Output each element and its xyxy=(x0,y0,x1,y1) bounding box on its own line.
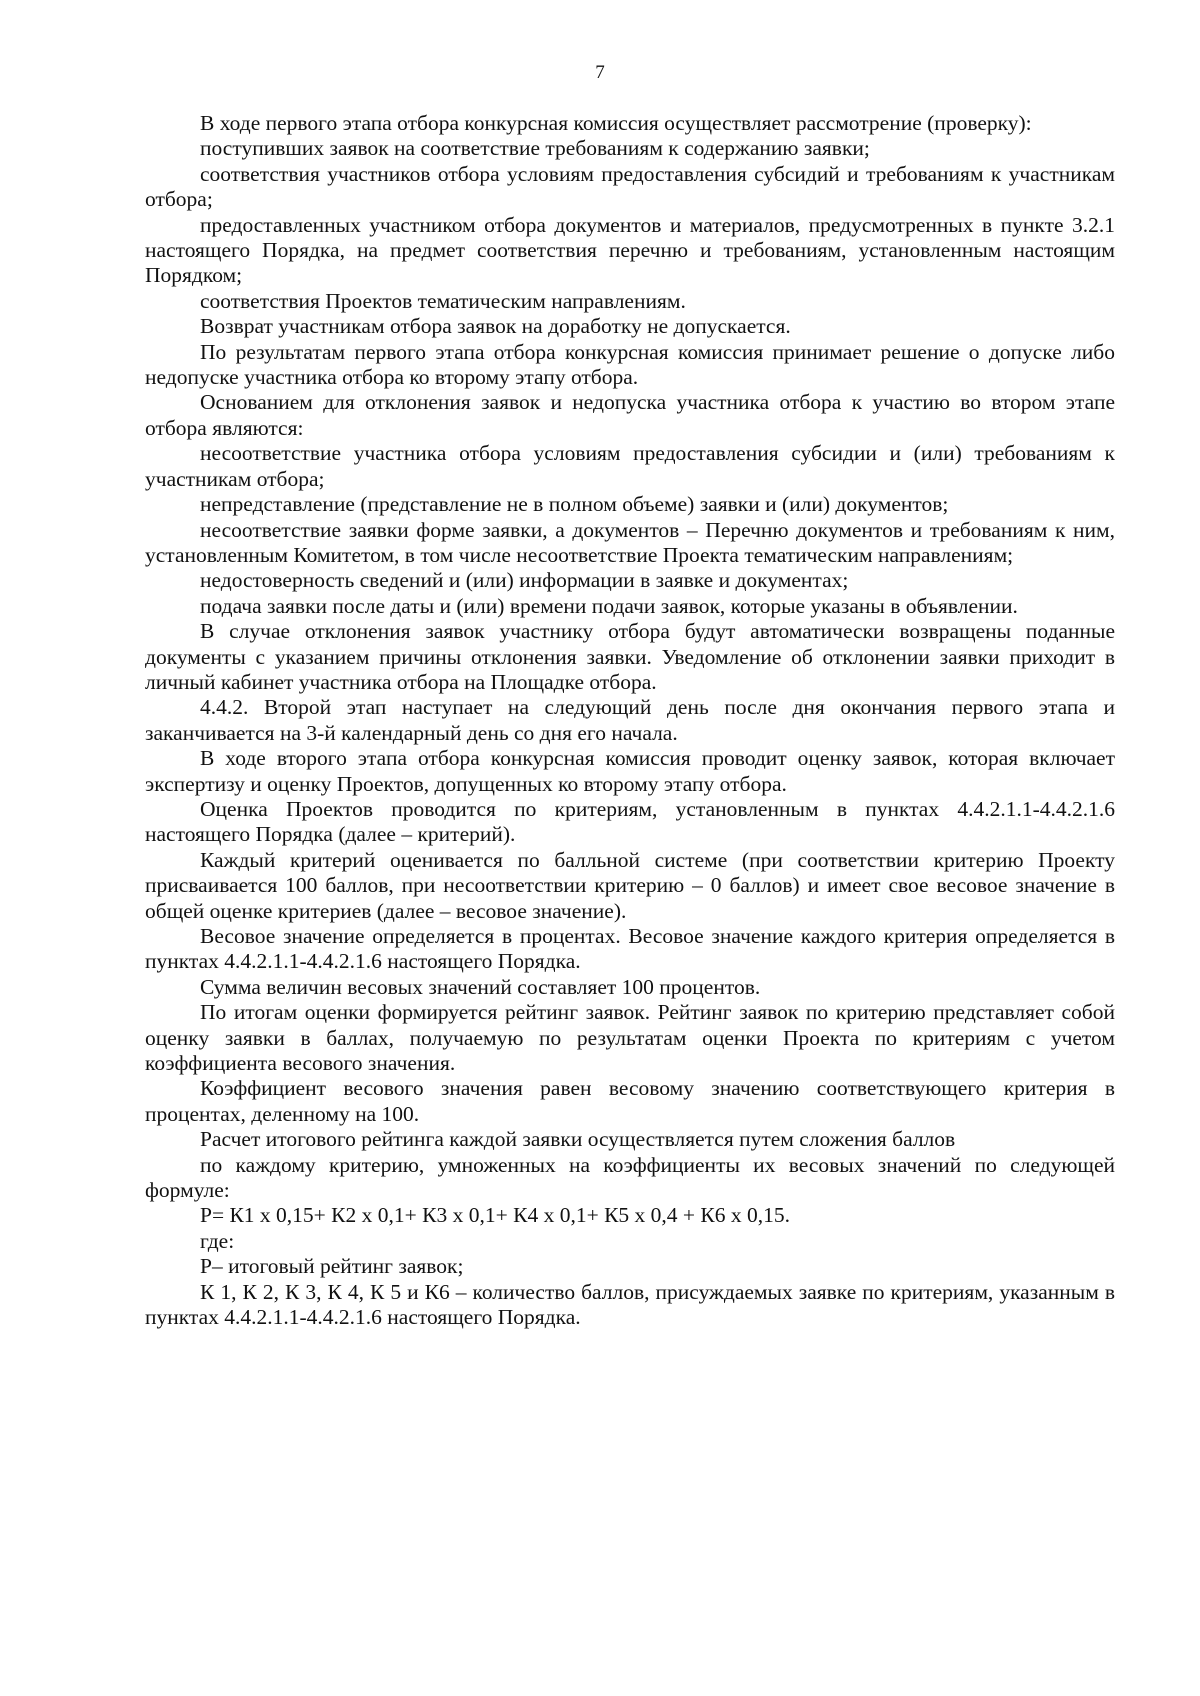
paragraph-5: соответствия Проектов тематическим направлениям. xyxy=(200,288,686,313)
paragraph-15: 4.4.2. Второй этап наступает на следующий день после дня окончания первого этапа и заканчивается на 3-й календарный день со дня его начала. xyxy=(145,695,1115,745)
paragraph-17: Оценка Проектов проводится по критериям, установленным в пунктах 4.4.2.1.1-4.4.2.1.6 настоящего Порядка (далее – критерий). xyxy=(145,796,1115,847)
paragraph-10: непредставление (представление не в полном объеме) заявки и (или) документов; xyxy=(200,492,949,517)
paragraph-22: Коэффициент весового значения равен весовому значению соответствующего критерия в процентах, деленному на 100. xyxy=(145,1076,1115,1126)
paragraph-23: Расчет итогового рейтинга каждой заявки осуществляется путем сложения баллов xyxy=(200,1127,956,1152)
paragraph-16: В ходе второго этапа отбора конкурсная комиссия проводит оценку заявок, которая включает экспертизу и оценку Проектов, допущенных ко второму этапу отбора. xyxy=(145,746,1115,796)
paragraph-4: предоставленных участником отбора документов и материалов, предусмотренных в пункте 3.2.1 настоящего Порядка, на предмет соответствия перечню и требованиям, установленным настоящим Порядком; xyxy=(145,212,1115,288)
document-body xyxy=(145,111,1115,1331)
paragraph-6: Возврат участникам отбора заявок на доработку не допускается. xyxy=(200,314,791,339)
paragraph-7: По результатам первого этапа отбора конкурсная комиссия принимает решение о допуске либо недопуске участника отбора ко второму этапу отбора. xyxy=(145,339,1115,390)
paragraph-9: несоответствие участника отбора условиям предоставления субсидии и (или) требованиям к участникам отбора; xyxy=(145,441,1115,491)
paragraph-2: поступивших заявок на соответствие требованиям к содержанию заявки; xyxy=(200,136,870,161)
formula-line: Р= К1 х 0,15+ К2 х 0,1+ К3 х 0,1+ К4 х 0,1+ К5 х 0,4 + К6 х 0,15. xyxy=(200,1203,791,1228)
paragraph-18: Каждый критерий оценивается по балльной системе (при соответствии критерию Проекту присваивается 100 баллов, при несоответствии критерию – 0 баллов) и имеет свое весовое значение в общей оценке критериев (далее – весовое значение). xyxy=(145,847,1115,923)
paragraph-1: В ходе первого этапа отбора конкурсная комиссия осуществляет рассмотрение (проверку): xyxy=(200,111,1032,135)
paragraph-13: подача заявки после даты и (или) времени подачи заявок, которые указаны в объявлении. xyxy=(200,593,1018,618)
paragraph-3: соответствия участников отбора условиям предоставления субсидий и требованиям к участникам отбора; xyxy=(145,161,1115,212)
page-number: 7 xyxy=(595,62,605,83)
formula-definition-k: К 1, К 2, К 3, К 4, К 5 и К6 – количество баллов, присуждаемых заявке по критериям, указанным в пунктах 4.4.2.1.1-4.4.2.1.6 настоящего Порядка. xyxy=(145,1279,1115,1330)
paragraph-24: по каждому критерию, умноженных на коэффициенты их весовых значений по следующей формуле: xyxy=(145,1152,1115,1203)
paragraph-21: По итогам оценки формируется рейтинг заявок. Рейтинг заявок по критерию представляет собой оценку заявки в баллах, получаемую по результатам оценки Проекта по критериям с учетом коэффициента весового значения. xyxy=(145,1000,1115,1076)
paragraph-14: В случае отклонения заявок участнику отбора будут автоматически возвращены поданные документы с указанием причины отклонения заявки. Уведомление об отклонении заявки приходит в личный кабинет участника отбора на Площадке отбора. xyxy=(145,619,1115,694)
formula-definition-p: Р– итоговый рейтинг заявок; xyxy=(200,1254,464,1279)
paragraph-20: Сумма величин весовых значений составляет 100 процентов. xyxy=(200,974,761,999)
where-label: где: xyxy=(200,1228,235,1253)
paragraph-11: несоответствие заявки форме заявки, а документов – Перечню документов и требованиям к ним, установленным Комитетом, в том числе несоответствие Проекта тематическим направлениям; xyxy=(145,517,1115,567)
paragraph-19: Весовое значение определяется в процентах. Весовое значение каждого критерия определяется в пунктах 4.4.2.1.1-4.4.2.1.6 настоящего Порядка. xyxy=(145,924,1115,974)
paragraph-12: недостоверность сведений и (или) информации в заявке и документах; xyxy=(200,568,849,593)
paragraph-8: Основанием для отклонения заявок и недопуска участника отбора к участию во втором этапе отбора являются: xyxy=(145,390,1115,440)
